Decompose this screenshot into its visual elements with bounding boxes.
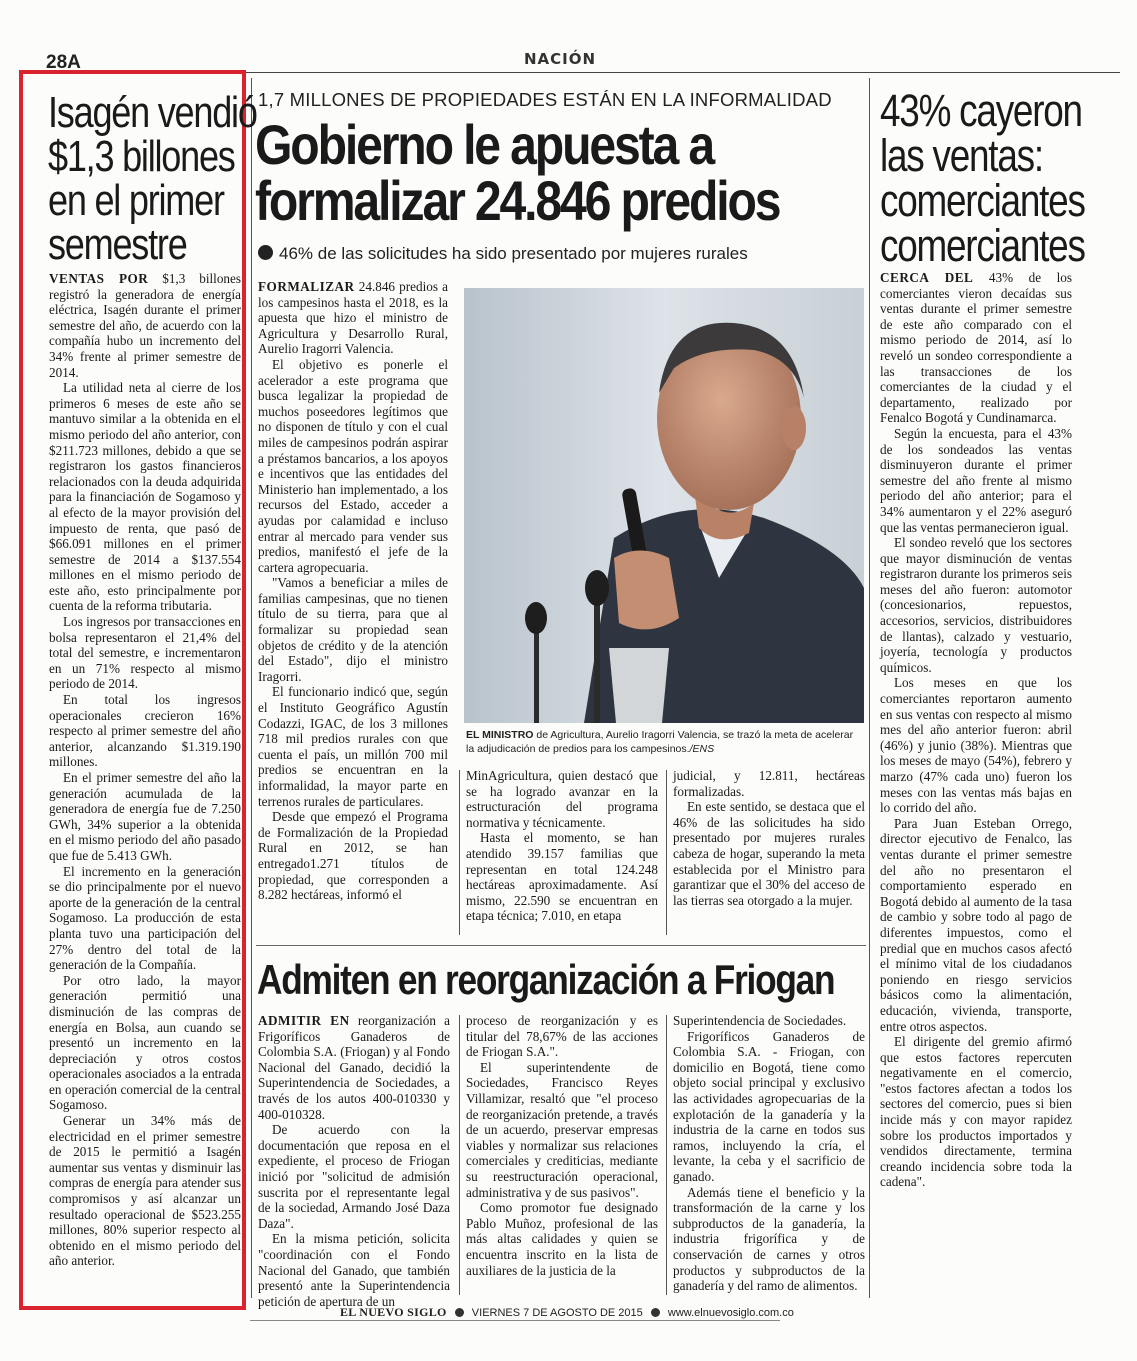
headline-line: las ventas:: [880, 130, 1043, 181]
paragraph: En la misma petición, solicita "coordinación con el Fondo Nacional del Ganado, que también presentó ante la Superintendencia petición de apertura de un: [258, 1231, 450, 1309]
main-story-col-2: [466, 768, 658, 936]
paragraph: Además tiene el beneficio y la transformación de la carne y los subproductos de la ganadería, la industria frigorífica y de conservación de carnes y otros productos y subproductos de la ganadería y del ramo de alimentos.: [673, 1184, 865, 1294]
footer-url[interactable]: www.elnuevosiglo.com.co: [667, 1307, 794, 1319]
lead-words: ADMITIR EN: [258, 1013, 350, 1028]
footer-rule: [250, 1320, 780, 1321]
story-divider: [256, 945, 866, 946]
paragraph: Desde que empezó el Programa de Formalización de la Propiedad Rural en 2012, se han entregado1.271 títulos de propiedad, que corresponden a 8.282 hectáreas, informó el: [258, 809, 448, 903]
paragraph: judicial, y 12.811, hectáreas formalizadas.: [673, 768, 865, 799]
headline-line: $1,3 billones: [48, 132, 235, 181]
lead-words: VENTAS POR: [49, 271, 149, 286]
column-rule: [666, 770, 667, 935]
paragraph: El sondeo reveló que los sectores que mayor disminución de ventas registraron durante los primeros seis meses del año fueron: automotor (concesionarios, repuestos, accesorios, servicios, distribuidores de llantas), calzado y vestuario, joyería, tecnología y productos químicos.: [880, 535, 1072, 675]
paragraph: Como promotor fue designado Pablo Muñoz, profesional de las más altas calidades y quien se encuentra inscrito en la lista de auxiliares de la justicia de la: [466, 1200, 658, 1278]
subheadline-text: 46% de las solicitudes ha sido presentado por mujeres rurales: [279, 244, 748, 263]
headline-line: Gobierno le apuesta a: [255, 113, 713, 176]
paragraph: reorganización a Frigoríficos Ganaderos de Colombia S.A. (Friogan) y al Fondo Nacional del Ganado, decidió la Superintendencia de Sociedades, a través de los autos 400-010330 y 400-010328.: [258, 1013, 450, 1122]
friogan-headline: Admiten en reorganización a Friogan: [257, 956, 835, 1003]
main-story-col-1: [258, 279, 448, 933]
friogan-col-2: [466, 1013, 658, 1293]
paragraph: Generar un 34% más de electricidad en el primer semestre de 2015 le permitió a Isagén aumentar sus ventas y disminuir las compras de energía para atender sus compromisos y así alcanzar un resultado operacional de $523.255 millones, 80% superior respecto al obtenido en el mismo periodo del año anterior.: [49, 1113, 241, 1269]
paragraph: $1,3 billones registró la generadora de energía eléctrica, Isagén durante el primer semestre del año, de acuerdo con la compañía hubo un incremento del 34% frente al primer semestre de 2014.: [49, 271, 242, 380]
paragraph: proceso de reorganización y es titular del 78,67% de las acciones de Friogan S.A.".: [466, 1013, 658, 1060]
paragraph: El incremento en la generación se dio principalmente por el nuevo aporte de la generación de la central Sogamoso. La producción de esta planta tuvo una participación del 27% dentro del total de la generación de la Compañía.: [49, 863, 241, 973]
paragraph: MinAgricultura, quien destacó que se ha logrado avanzar en la estructuración del programa normativa y técnicamente.: [466, 768, 658, 830]
photo-caption: [466, 728, 864, 756]
main-headline: [255, 113, 780, 232]
main-story-col-3: [673, 768, 865, 936]
paragraph: La utilidad neta al cierre de los primeros 6 meses de este año se mantuvo similar a la obtenida en el mismo periodo del año anterior, con $211.723 millones, debido a que se registraron los gastos financieros relacionados con la deuda adquirida para la financiación de Sogamoso y al efecto de la mayor provisión del impuesto de renta, que pasó de $66.091 millones en el primer semestre de 2014 a $137.554 millones en el mismo periodo de este año, esto principalmente por cuenta de la reforma tributaria.: [49, 380, 241, 614]
story-kicker: 1,7 MILLONES DE PROPIEDADES ESTÁN EN LA INFORMALIDAD: [258, 89, 832, 110]
left-story-body: [49, 271, 241, 1301]
right-story-headline: [880, 85, 1085, 271]
right-story-body: [880, 270, 1072, 1300]
friogan-col-3: [673, 1013, 865, 1293]
paragraph: Los ingresos por transacciones en bolsa representaron el 21,4% del total del semestre, e incrementaron en un 71% respecto al mismo periodo de 2014.: [49, 614, 241, 692]
paragraph: El objetivo es ponerle el acelerador a este programa que busca legalizar la propiedad de muchos poseedores legítimos que no disponen de título y con el cual miles de campesinos podrán aspirar a préstamos bancarios, a los apoyos e incentivos que las entidades del Ministerio han implementado, a los recursos del Estado, acceder a ayudas por calamidad e incluso entrar al mercado para vender sus predios, manifestó el jefe de la cartera agropecuaria.: [258, 356, 448, 575]
paragraph: "Vamos a beneficiar a miles de familias campesinas, que no tienen título de su tierra, para que al formalizar su propiedad sean objetos de crédito y de la atención del Estado", dijo el ministro Iragorri.: [258, 575, 448, 684]
bullet-icon: [455, 1308, 464, 1317]
headline-line: formalizar 24.846 predios: [255, 169, 780, 232]
lead-words: FORMALIZAR: [258, 279, 355, 294]
paragraph: El dirigente del gremio afirmó que estos factores repercuten negativamente en el comercio, "estos factores afectan a todos los sectores del comercio, pues si bien incide más y con mayor rapidez sobre los productos importados y vendidos directamente, termina creando incidencia sobre toda la cadena".: [880, 1034, 1072, 1190]
paragraph: El funcionario indicó que, según el Instituto Geográfico Agustín Codazzi, IGAC, de los 3 millones 718 mil predios rurales con que cuenta el país, un millón 700 mil predios se encuentran en la informalidad, la mayor parte en terrenos rurales de particulares.: [258, 684, 448, 809]
headline-line: 43% cayeron: [880, 85, 1082, 136]
paragraph: Para Juan Esteban Orrego, director ejecutivo de Fenalco, las ventas durante el primer semestre del año no presentaron el comportamiento esperado en Bogotá debido al aumento de la tasa de cambio y sobre todo al pago de diferentes impuestos, como el predial que en muchos casos afectó el mínimo vital de los ciudadanos poniendo en riesgo servicios básicos como la alimentación, educación, vivienda, transporte, entre otros aspectos.: [880, 815, 1072, 1034]
headline-line: semestre: [48, 220, 187, 269]
headline-line: Isagén vendió: [48, 88, 257, 137]
paragraph: En este sentido, se destaca que el 46% de las solicitudes ha sido presentado por mujeres rurales cabeza de hogar, superando la meta establecida por el Ministro para garantizar que el 30% del acceso de las tierras sea otorgado a la mujer.: [673, 799, 865, 908]
paragraph: Superintendencia de Sociedades.: [673, 1013, 847, 1028]
bullet-icon: [258, 245, 273, 260]
minister-photo: [464, 288, 864, 723]
paragraph: En total los ingresos operacionales crecieron 16% respecto al primer semestre del año anterior, alcanzando $1.319.190 millones.: [49, 692, 241, 770]
paragraph: El superintendente de Sociedades, Francisco Reyes Villamizar, resaltó que "el proceso de reorganización pretende, a través de un acuerdo, preservar empresas viables y normalizar sus relaciones comerciales y crediticias, mediante su reestructuración operacional, administrativa y de sus pasivos".: [466, 1059, 658, 1200]
column-rule: [459, 770, 460, 935]
paragraph: En el primer semestre del año la generación acumulada de la generadora de energía fue de 7.250 GWh, 34% superior a la obtenida en el mismo periodo del año pasado que fue de 5.413 GWh.: [49, 770, 241, 863]
friogan-col-1: [258, 1013, 450, 1309]
paragraph: De acuerdo con la documentación que reposa en el expediente, el proceso de Friogan inició por "solicitud de admisión suscrita por el representante legal de la sociedad, Armando José Daza Daza".: [258, 1122, 450, 1231]
paragraph: 43% de los comerciantes vieron decaídas sus ventas durante el primer semestre de este año comparado con el mismo periodo de 2014, así lo reveló un sondeo correspondiente a las transacciones de los comerciantes de la ciudad y el departamento, realizado por Fenalco Bogotá y Cundinamarca.: [880, 270, 1073, 426]
footer-date: VIERNES 7 DE AGOSTO DE 2015: [471, 1307, 643, 1319]
column-rule: [459, 1015, 460, 1295]
bullet-icon: [651, 1308, 660, 1317]
caption-lead: EL MINISTRO: [466, 729, 534, 741]
left-story-headline: [48, 88, 257, 269]
paragraph: Según la encuesta, para el 43% de los sondeados las ventas disminuyeron durante el primer semestre del año frente al mismo periodo del año anterior; para el 34% aumentaron y el 22% aseguró que las ventas permanecieron igual.: [880, 425, 1072, 535]
paragraph: Frigoríficos Ganaderos de Colombia S.A. - Friogan, con domicilio en Bogotá, tiene como objeto social principal y exclusivo las actividades agropecuarias de la explotación de la ganadería y la industria de la carne en todos sus ramos, incluyendo la cría, el levante, la ceba y el sacrificio de ganado.: [673, 1028, 865, 1184]
paragraph: Los meses en que los comerciantes reportaron aumento en sus ventas con respecto al mismo mes del año anterior fueron: abril (46%) y junio (38%). Mientras que los meses de mayo (54%), febrero y marzo (47% cada uno) fueron los meses con las ventas más bajas en lo corrido del año.: [880, 675, 1072, 816]
headline-line: en el primer: [48, 176, 224, 225]
photo-credit: /ENS: [689, 743, 715, 755]
newspaper-brand: EL NUEVO SIGLO: [340, 1305, 447, 1319]
page-number: 28A: [46, 52, 81, 73]
lead-words: CERCA DEL: [880, 270, 974, 285]
section-label: NACIÓN: [523, 50, 597, 68]
page-footer: [340, 1305, 794, 1320]
paragraph: 24.846 predios a los campesinos hasta el 2018, es la apuesta que hizo el ministro de Agricultura y Desarrollo Rural, Aurelio Iragorri Valencia.: [258, 279, 448, 357]
headline-line: comerciantes: [880, 220, 1085, 271]
column-rule: [869, 78, 870, 1298]
photo-illustration: [464, 288, 864, 723]
subheadline: [258, 244, 748, 264]
paragraph: Por otro lado, la mayor generación permitió una disminución de las compras de energía en Bolsa, aun cuando se presentó un incremento en la depreciación y otros costos operacionales asociados a la entrada en operación comercial de la central Sogamoso.: [49, 972, 241, 1113]
column-rule: [666, 1015, 667, 1295]
caption-text: de Agricultura, Aurelio Iragorri Valencia, se trazó la meta de acelerar la adjudicación de predios para los campesinos.: [466, 729, 854, 755]
headline-line: comerciantes: [880, 175, 1085, 226]
paragraph: Hasta el momento, se han atendido 39.157 familias que representan en total 124.248 hectáreas aproximadamente. Así mismo, 22.590 se encuentran en etapa técnica; 7.010, en etapa: [466, 830, 658, 924]
